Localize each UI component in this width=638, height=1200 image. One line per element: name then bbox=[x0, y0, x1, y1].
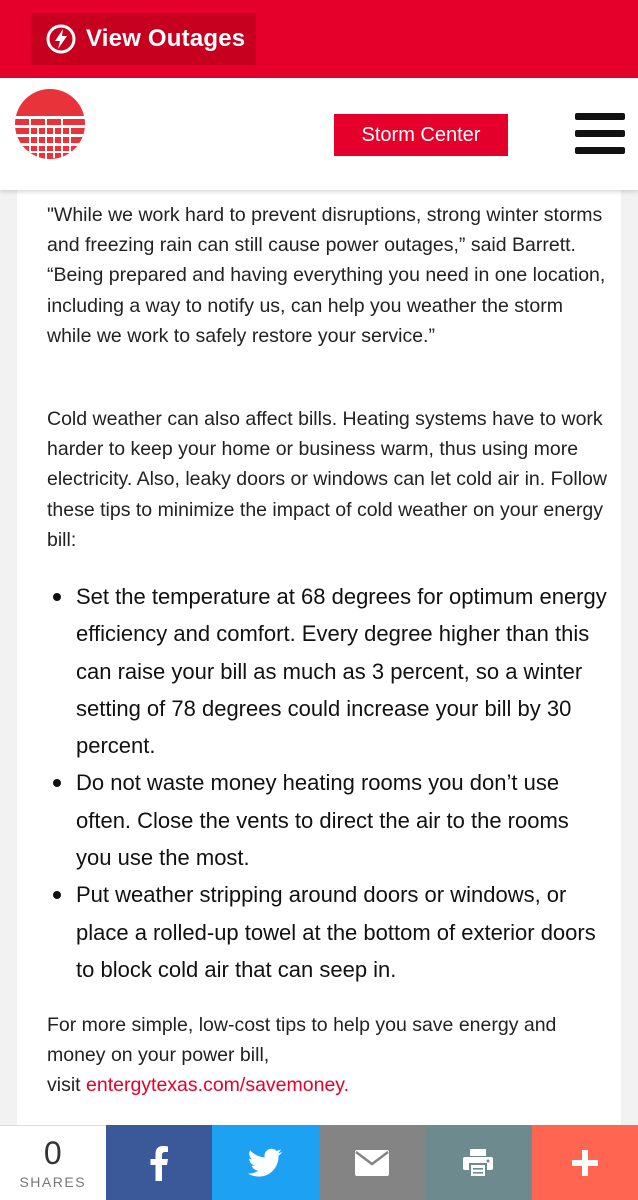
article-body bbox=[17, 190, 621, 1125]
share-count bbox=[0, 1125, 106, 1200]
list-item bbox=[47, 876, 607, 988]
share-count-number: 0 bbox=[43, 1135, 62, 1171]
article-paragraph: "While we work hard to prevent disruptions, strong winter storms and freezing rain can still cause power outages,” said Barrett. “Being prepared and having everything you need in one location, including a way to notify us, can help you weather the storm while we work to safely restore your service.” bbox=[47, 204, 606, 347]
tip-text: Put weather stripping around doors or windows, or place a rolled-up towel at the bottom of exterior doors to block cold air that can seep in. bbox=[76, 882, 596, 982]
tip-text: Set the temperature at 68 degrees for optimum energy efficiency and comfort. Every degree higher than this can raise your bill as much as 3 percent, so a winter setting of 78 degrees could increase your bill by 30 percent. bbox=[76, 584, 607, 759]
bullet-icon bbox=[53, 593, 61, 601]
email-share-button[interactable] bbox=[319, 1125, 426, 1200]
print-share-button[interactable] bbox=[425, 1125, 532, 1200]
entergy-logo[interactable] bbox=[15, 89, 85, 159]
facebook-icon bbox=[147, 1145, 171, 1181]
share-bar bbox=[0, 1125, 638, 1200]
plus-icon bbox=[572, 1150, 598, 1176]
article-paragraph: Cold weather can also affect bills. Heating systems have to work harder to keep your home or business warm, thus using more electricity. Also, leaky doors or windows can let cold air in. Follow these tips to minimize the impact of cold weather on your energy bill: bbox=[47, 408, 607, 551]
facebook-share-button[interactable] bbox=[106, 1125, 213, 1200]
lightning-bolt-icon bbox=[46, 24, 76, 54]
hamburger-menu-icon[interactable] bbox=[575, 113, 625, 155]
tip-text: Do not waste money heating rooms you don’t use often. Close the vents to direct the air to the rooms you use the most. bbox=[76, 770, 569, 871]
top-alert-bar bbox=[0, 0, 638, 78]
bullet-icon bbox=[53, 779, 61, 787]
article-paragraph bbox=[47, 1010, 607, 1101]
email-icon bbox=[355, 1150, 389, 1176]
print-icon bbox=[463, 1149, 493, 1177]
share-count-label: SHARES bbox=[19, 1174, 87, 1190]
site-header bbox=[0, 78, 638, 190]
twitter-icon bbox=[247, 1148, 283, 1178]
view-outages-label: View Outages bbox=[86, 25, 246, 52]
storm-center-button[interactable]: Storm Center bbox=[334, 114, 508, 156]
more-share-button[interactable] bbox=[532, 1125, 638, 1200]
list-item bbox=[47, 578, 607, 764]
bullet-icon bbox=[53, 891, 61, 899]
tips-list bbox=[47, 578, 607, 988]
twitter-share-button[interactable] bbox=[212, 1125, 319, 1200]
view-outages-button[interactable] bbox=[31, 13, 256, 65]
list-item bbox=[47, 764, 607, 876]
paragraph-text: For more simple, low-cost tips to help you save energy and money on your power bill, bbox=[47, 1014, 557, 1067]
visit-text: visit bbox=[47, 1074, 86, 1097]
save-money-link[interactable]: entergytexas.com/savemoney. bbox=[86, 1074, 350, 1097]
